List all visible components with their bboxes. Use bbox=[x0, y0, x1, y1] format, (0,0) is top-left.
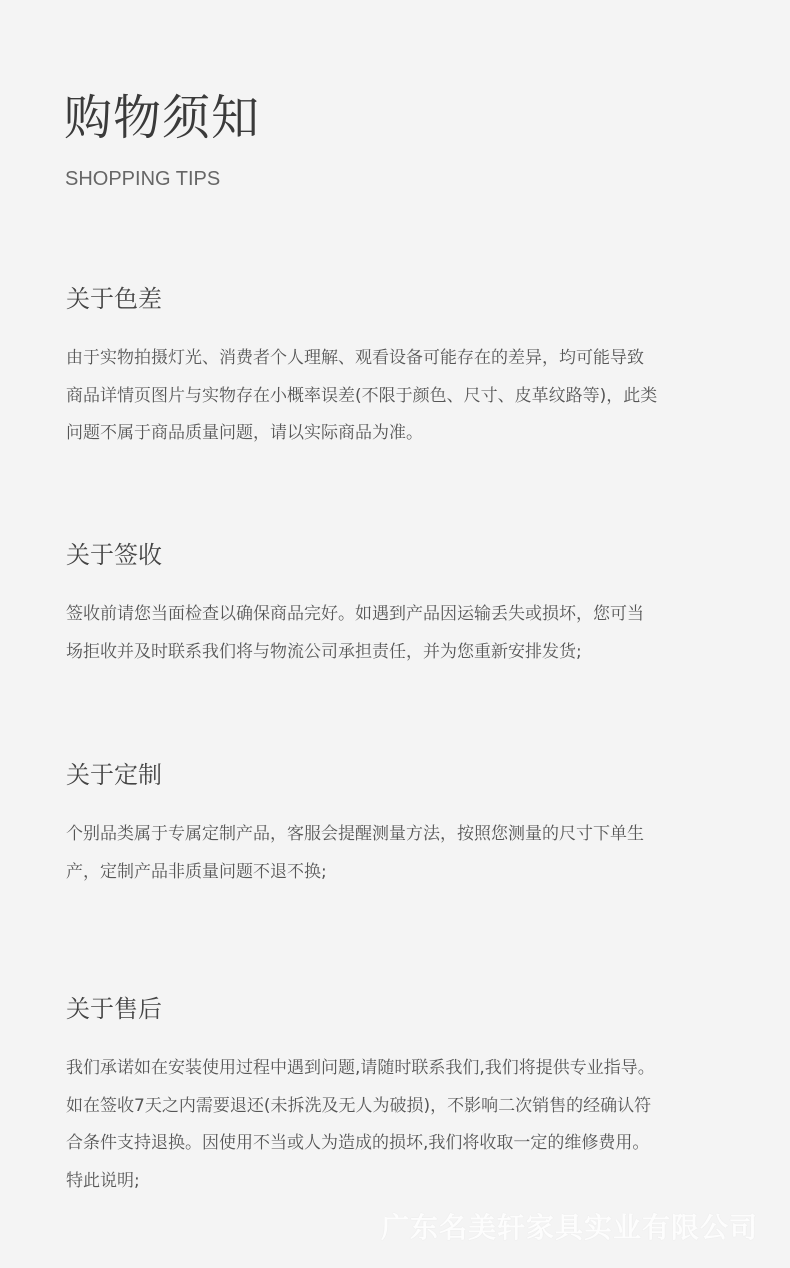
body-line: 合条件支持退换。因使用不当或人为造成的损坏,我们将收取一定的维修费用。 bbox=[66, 1133, 650, 1153]
section-body bbox=[66, 816, 706, 891]
section-heading: 关于签收 bbox=[66, 541, 162, 569]
body-line: 场拒收并及时联系我们将与物流公司承担责任，并为您重新安排发货; bbox=[66, 641, 582, 662]
body-line: 个别品类属于专属定制产品，客服会提醒测量方法，按照您测量的尺寸下单生 bbox=[66, 824, 644, 844]
section-after-sales bbox=[66, 993, 706, 1200]
page-subtitle: SHOPPING TIPS bbox=[65, 168, 221, 190]
section-color-difference bbox=[66, 283, 706, 453]
body-line: 由于实物拍摄灯光、消费者个人理解、观看设备可能存在的差异，均可能导致 bbox=[66, 348, 644, 368]
body-line: 商品详情页图片与实物存在小概率误差(不限于颜色、尺寸、皮革纹路等)，此类 bbox=[66, 385, 658, 406]
body-line: 产，定制产品非质量问题不退不换; bbox=[66, 861, 327, 882]
section-body bbox=[66, 340, 706, 453]
section-body bbox=[66, 1050, 706, 1200]
section-customization bbox=[66, 759, 706, 891]
body-line: 我们承诺如在安装使用过程中遇到问题,请随时联系我们,我们将提供专业指导。 bbox=[66, 1058, 655, 1078]
company-watermark: 广东名美轩家具实业有限公司 bbox=[380, 1211, 758, 1244]
section-heading: 关于色差 bbox=[66, 285, 162, 313]
section-signing bbox=[66, 539, 706, 671]
section-body bbox=[66, 596, 706, 671]
body-line: 特此说明; bbox=[66, 1170, 140, 1191]
body-line: 问题不属于商品质量问题，请以实际商品为准。 bbox=[66, 423, 423, 443]
section-heading: 关于定制 bbox=[66, 761, 162, 789]
page-title: 购物须知 bbox=[64, 90, 261, 146]
body-line: 签收前请您当面检查以确保商品完好。如遇到产品因运输丢失或损坏，您可当 bbox=[66, 604, 644, 624]
section-heading: 关于售后 bbox=[66, 995, 162, 1023]
body-line: 如在签收7天之内需要退还(未拆洗及无人为破损)，不影响二次销售的经确认符 bbox=[66, 1095, 652, 1116]
